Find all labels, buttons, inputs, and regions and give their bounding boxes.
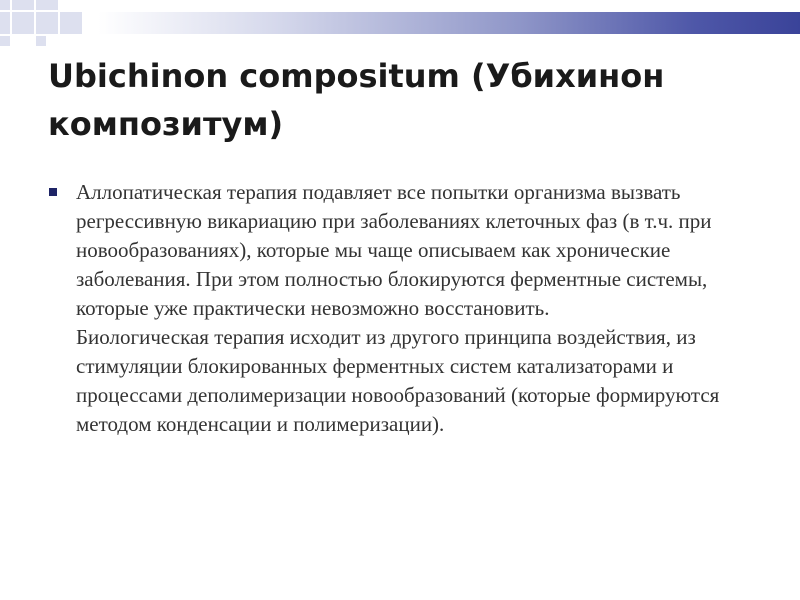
deco-square <box>0 0 10 10</box>
deco-square <box>0 12 10 34</box>
deco-square <box>0 36 10 46</box>
bullet-item <box>48 178 748 439</box>
deco-square <box>36 0 58 10</box>
header-gradient-band <box>98 12 800 34</box>
deco-square <box>60 12 82 34</box>
bullet-list <box>48 178 748 439</box>
deco-square <box>12 12 34 34</box>
paragraph-biological: Биологическая терапия исходит из другого принципа воздействия, из стимуляции блокированных ферментных систем катализаторами и процессами деполимеризации новообразований (которые формируются методом конденсации и полимеризации). <box>76 325 720 436</box>
header-decoration <box>0 0 800 60</box>
paragraph-allopathic: Аллопатическая терапия подавляет все попытки организма вызвать регрессивную викариацию при заболеваниях клеточных фаз (в т.ч. при новообразованиях), которые мы чаще описываем как хронические заболевания. При этом полностью блокируются ферментные системы, которые уже практически невозможно восстановить. <box>76 180 712 320</box>
deco-square <box>12 0 34 10</box>
slide-title: Ubichinon compositum (Убихинон композитум) <box>48 57 665 143</box>
square-bullet-icon <box>49 188 57 196</box>
deco-square <box>36 36 46 46</box>
deco-square <box>36 12 58 34</box>
